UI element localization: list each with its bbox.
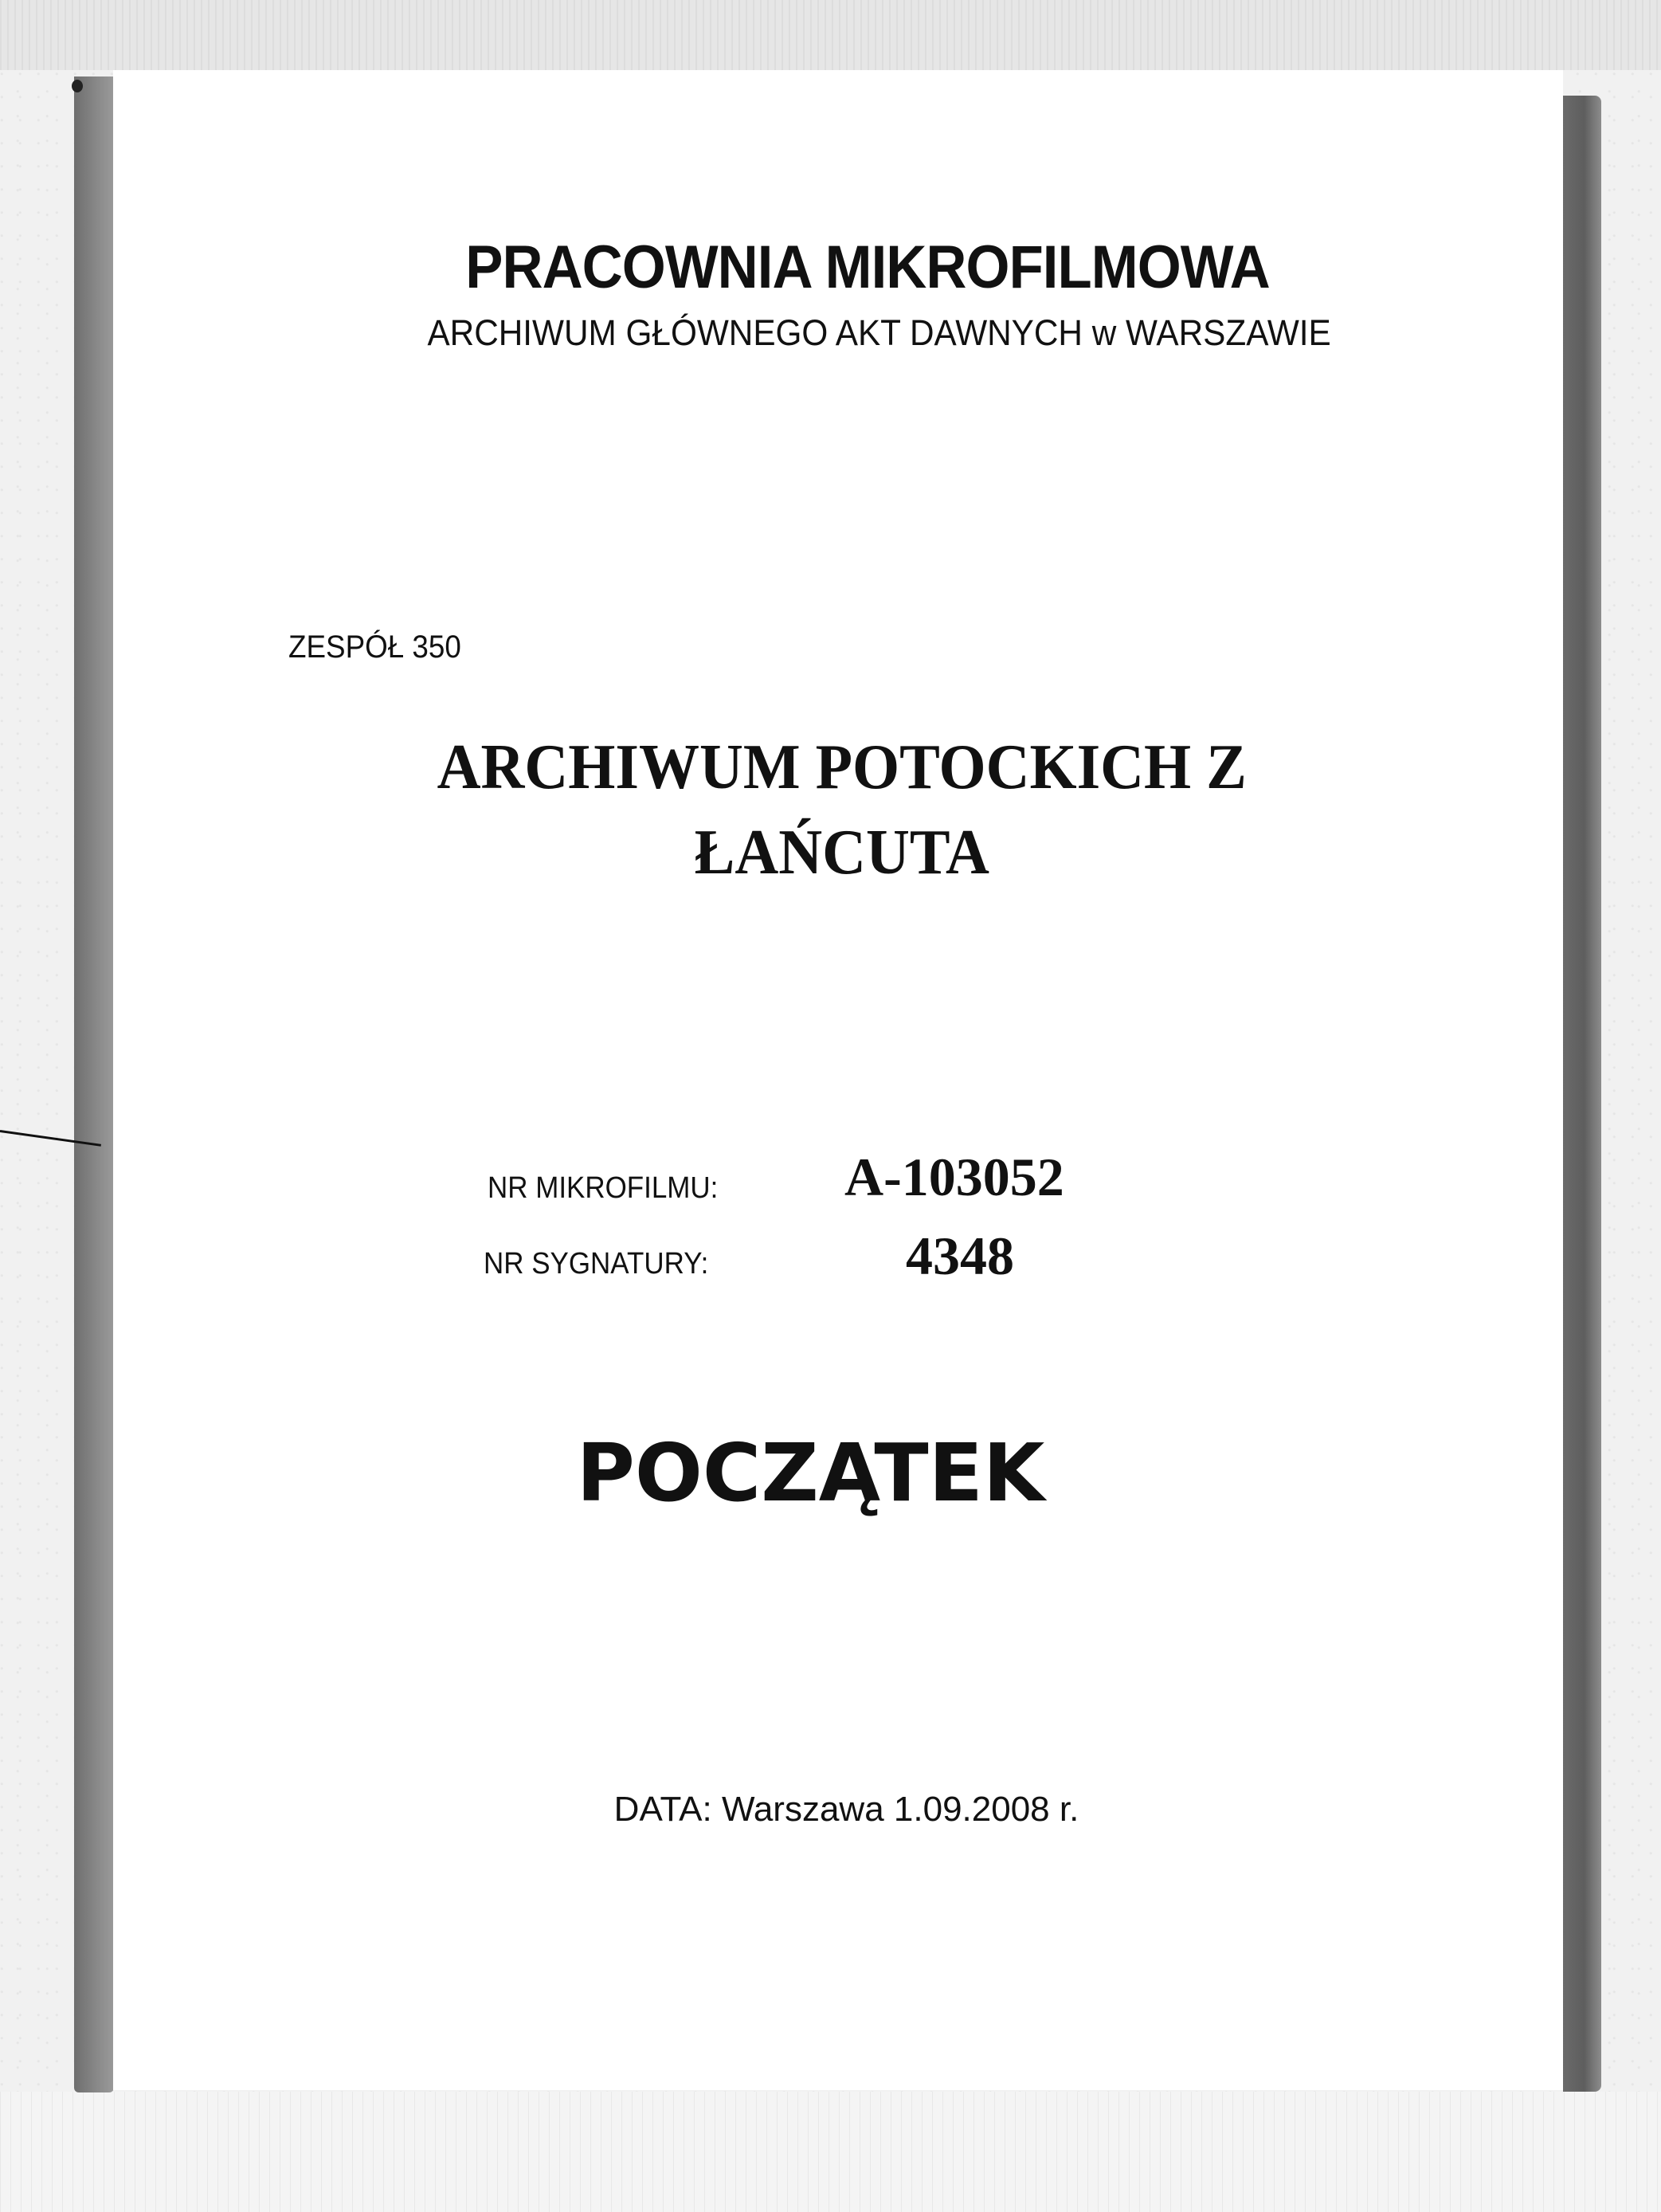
fond-number: ZESPÓŁ 350 [288, 629, 461, 665]
document-page [113, 70, 1563, 2090]
lab-title: PRACOWNIA MIKROFILMOWA [465, 233, 1270, 301]
fond-title-line1: ARCHIWUM POTOCKICH Z [437, 732, 1247, 802]
scanner-background-top [0, 0, 1661, 70]
scanner-background-bottom [0, 2092, 1661, 2212]
archive-name: ARCHIWUM GŁÓWNEGO AKT DAWNYCH w WARSZAWIE [427, 312, 1331, 353]
microfilm-number-value: A-103052 [844, 1147, 1064, 1207]
fond-title-line2: ŁAŃCUTA [694, 818, 989, 888]
microfilm-number-label: NR MIKROFILMU: [488, 1171, 719, 1205]
signature-number-value: 4348 [906, 1226, 1014, 1286]
signature-number-label: NR SYGNATURY: [484, 1247, 709, 1281]
date-line: DATA: Warszawa 1.09.2008 r. [613, 1790, 1079, 1829]
start-marker: POCZĄTEK [576, 1426, 1045, 1520]
scan-artifact-dot [72, 80, 83, 92]
